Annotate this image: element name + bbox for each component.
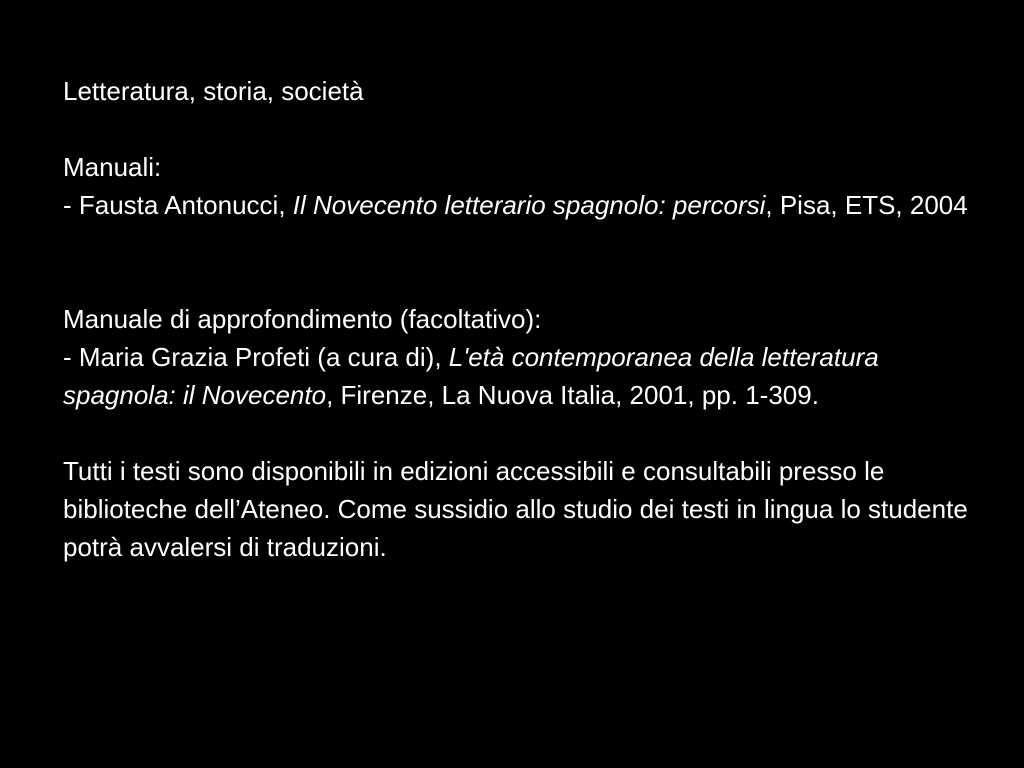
- approfondimento-heading: Manuale di approfondimento (facoltativo):: [63, 304, 542, 334]
- availability-note: Tutti i testi sono disponibili in edizioni accessibili e consultabili presso le biblioteche dell’Ateneo. Come sussidio allo studio dei testi in lingua lo studente potrà avvalersi di traduzioni.: [63, 456, 968, 562]
- spacer: [63, 110, 983, 148]
- spacer: [63, 414, 983, 452]
- slide-title: Letteratura, storia, società: [63, 76, 364, 106]
- approfondimento-entry: [63, 338, 983, 414]
- manuali-entry: [63, 186, 983, 224]
- approfondimento-entry-prefix: - Maria Grazia Profeti (a cura di),: [63, 342, 449, 372]
- slide-content: [63, 72, 983, 566]
- spacer: [63, 224, 983, 300]
- manuali-entry-book-title: Il Novecento letterario spagnolo: percorsi: [292, 190, 766, 220]
- approfondimento-entry-suffix: , Firenze, La Nuova Italia, 2001, pp. 1-309.: [326, 380, 819, 410]
- manuali-entry-prefix: - Fausta Antonucci,: [63, 190, 293, 220]
- approfondimento-entry-book-title: L'età contemporanea della letteratura spagnola: il Novecento: [63, 342, 879, 410]
- manuali-heading: Manuali:: [63, 152, 162, 182]
- manuali-entry-suffix: , Pisa, ETS, 2004: [765, 190, 968, 220]
